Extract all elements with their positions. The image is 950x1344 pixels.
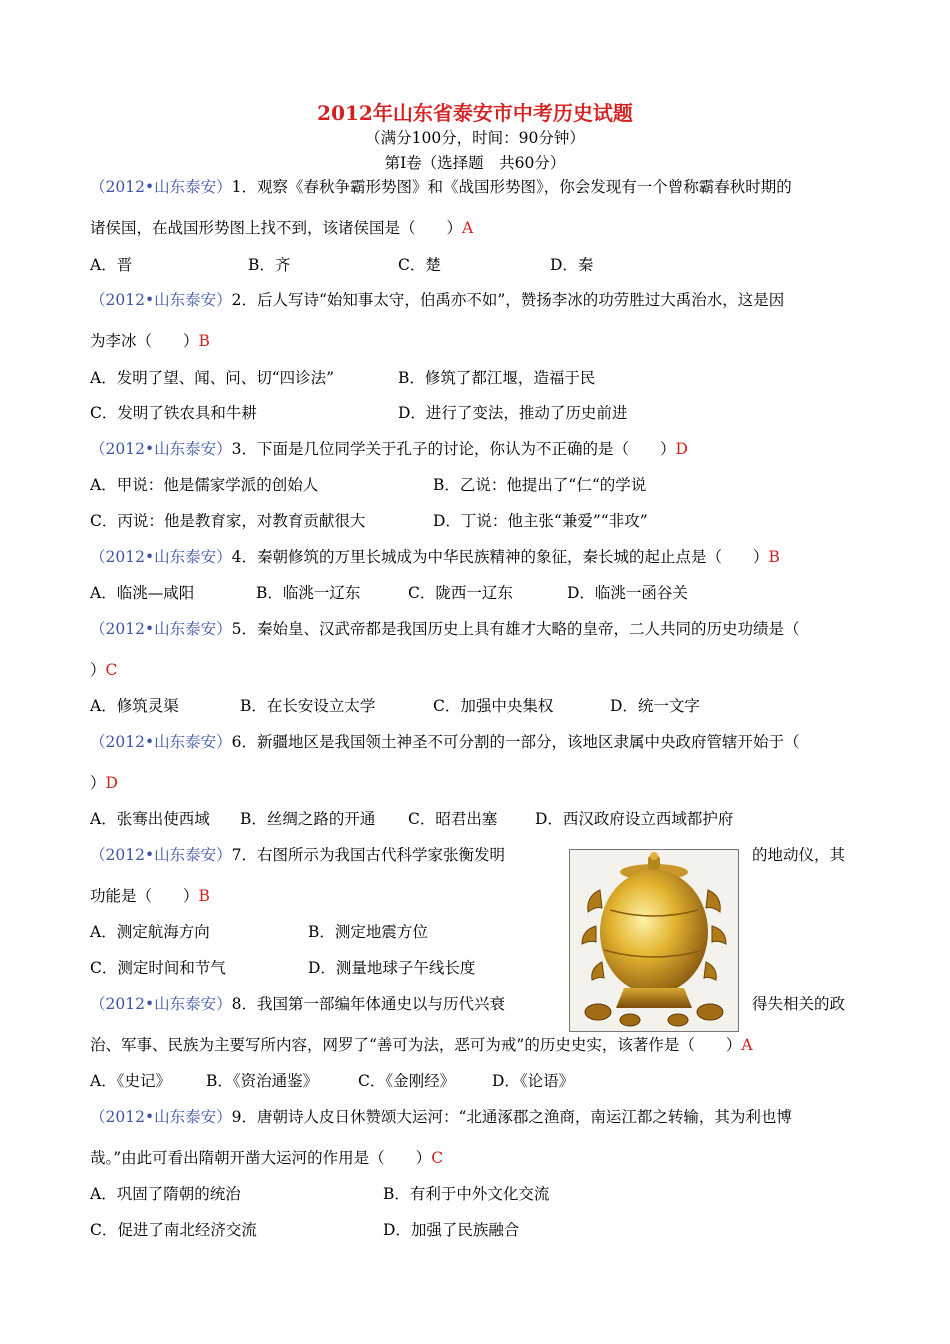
option-d: D．西汉政府设立西域都护府: [535, 810, 734, 828]
option-a: A．巩固了隋朝的统治: [90, 1185, 241, 1203]
question-9-line2: 哉。”由此可看出隋朝开凿大运河的作用是（ ）C: [90, 1149, 444, 1167]
question-3-line1: （2012•山东泰安）3．下面是几位同学关于孔子的讨论，你认为不正确的是（ ）D: [90, 440, 688, 458]
option-c: C．丙说：他是教育家，对教育贡献很大: [90, 512, 366, 530]
answer-key: D: [675, 440, 688, 458]
option-b: B．有利于中外文化交流: [383, 1185, 550, 1203]
option-b: B．齐: [248, 256, 291, 274]
question-8-line1-continued: 得失相关的政: [752, 995, 846, 1013]
question-6-line1: （2012•山东泰安）6．新疆地区是我国领土神圣不可分割的一部分，该地区隶属中央政府管辖开始于（: [90, 733, 800, 751]
answer-key: B: [198, 332, 210, 350]
question-7-line1: （2012•山东泰安）7．右图所示为我国古代科学家张衡发明: [90, 846, 505, 864]
question-1-line1: （2012•山东泰安）1．观察《春秋争霸形势图》和《战国形势图》，你会发现有一个曾称霸春秋时期的: [90, 178, 792, 196]
question-2-line2: 为李冰（ ）B: [90, 332, 210, 350]
option-a: A．《史记》: [90, 1072, 171, 1090]
source-tag: （2012•山东泰安）: [90, 178, 232, 196]
option-a: A．修筑灵渠: [90, 697, 179, 715]
option-b: B．在长安设立太学: [240, 697, 376, 715]
option-b: B．测定地震方位: [308, 923, 428, 941]
exam-title: 2012年山东省泰安市中考历史试题: [317, 101, 633, 125]
answer-key: A: [741, 1036, 753, 1054]
answer-key: B: [768, 548, 780, 566]
question-1-line2: 诸侯国，在战国形势图上找不到，该诸侯国是（ ）A: [90, 219, 474, 237]
question-7-line1-continued: 的地动仪，其: [752, 846, 846, 864]
option-b: B．修筑了都江堰，造福于民: [398, 369, 596, 387]
answer-key: B: [198, 887, 210, 905]
option-a: A．发明了望、闻、问、切“四诊法”: [90, 369, 335, 387]
seismograph-illustration: [570, 850, 738, 1031]
section-heading: 第Ⅰ卷（选择题 共60分）: [384, 154, 566, 172]
option-c: C．加强中央集权: [433, 697, 554, 715]
option-c: C．楚: [398, 256, 441, 274]
option-d: D．秦: [550, 256, 594, 274]
seismograph-image: [569, 849, 739, 1032]
option-d: D．临洮一函谷关: [567, 584, 688, 602]
option-c: C．测定时间和节气: [90, 959, 226, 977]
option-c: C．《金刚经》: [358, 1072, 456, 1090]
answer-key: D: [105, 774, 118, 792]
question-2-line1: （2012•山东泰安）2．后人写诗“始知事太守，伯禹亦不如”，赞扬李冰的功劳胜过大禹治水，这是因: [90, 291, 785, 309]
option-d: D．统一文字: [610, 697, 700, 715]
question-5-line1: （2012•山东泰安）5．秦始皇、汉武帝都是我国历史上具有雄才大略的皇帝，二人共同的历史功绩是（: [90, 620, 800, 638]
option-b: B．《资治通鉴》: [206, 1072, 319, 1090]
option-c: C．昭君出塞: [408, 810, 498, 828]
question-8-line1: （2012•山东泰安）8．我国第一部编年体通史以与历代兴衰: [90, 995, 505, 1013]
question-7-line2: 功能是（ ）B: [90, 887, 210, 905]
option-b: B．乙说：他提出了“仁“的学说: [433, 476, 647, 494]
question-4-line1: （2012•山东泰安）4．秦朝修筑的万里长城成为中华民族精神的象征，秦长城的起止点是（ ）B: [90, 548, 780, 566]
option-d: D．测量地球子午线长度: [308, 959, 476, 977]
option-a: A．甲说：他是儒家学派的创始人: [90, 476, 319, 494]
option-a: A．晋: [90, 256, 133, 274]
option-c: C．促进了南北经济交流: [90, 1221, 257, 1239]
option-a: A．张骞出使西域: [90, 810, 210, 828]
answer-key: C: [431, 1149, 444, 1167]
option-d: D．丁说：他主张“兼爱”“非攻”: [433, 512, 648, 530]
option-b: B．丝绸之路的开通: [240, 810, 376, 828]
question-8-line2: 治、军事、民族为主要写所内容，网罗了“善可为法，恶可为戒”的历史史实，该著作是（ ）A: [90, 1036, 753, 1054]
option-d: D．《论语》: [492, 1072, 575, 1090]
question-9-line1: （2012•山东泰安）9．唐朝诗人皮日休赞颂大运河：“北通涿郡之渔商，南运江都之转输，其为利也博: [90, 1108, 792, 1126]
option-a: A．临洮—咸阳: [90, 584, 195, 602]
option-a: A．测定航海方向: [90, 923, 210, 941]
option-b: B．临洮一辽东: [256, 584, 361, 602]
option-c: C．发明了铁农具和牛耕: [90, 404, 257, 422]
option-d: D．进行了变法，推动了历史前进: [398, 404, 628, 422]
answer-key: A: [462, 219, 474, 237]
question-5-line2: ）C: [90, 661, 118, 679]
question-6-line2: ）D: [90, 774, 118, 792]
exam-subtitle: （满分100分，时间：90分钟）: [365, 129, 585, 147]
option-d: D．加强了民族融合: [383, 1221, 520, 1239]
option-c: C．陇西一辽东: [408, 584, 513, 602]
answer-key: C: [105, 661, 118, 679]
